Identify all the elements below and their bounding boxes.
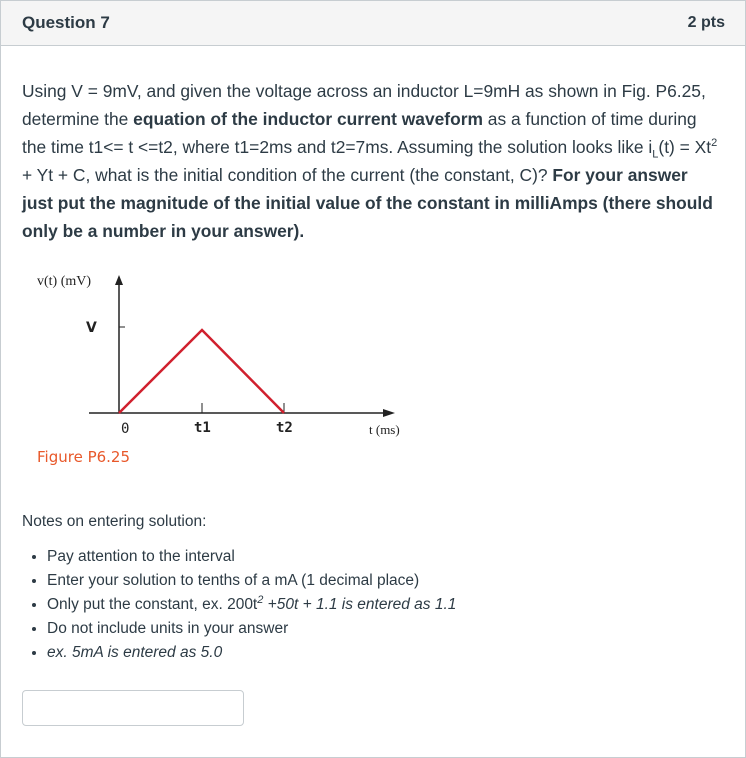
- notes-list: [22, 545, 456, 665]
- notes-heading: Notes on entering solution:: [22, 513, 207, 530]
- question-text: [22, 77, 722, 245]
- figure-caption: Figure P6.25: [37, 448, 131, 466]
- question-text-part: + Yt + C, what is the initial condition of the current (the constant, C)?: [22, 165, 553, 185]
- note-item: • Enter your solution to tenths of a mA (1 decimal place): [47, 569, 456, 593]
- question-text-part: as a function of time during the time t1<= t <=t2, where t1=2ms and t2=7ms. Assuming the solution looks like i: [22, 109, 697, 157]
- question-text-part: Using V = 9mV, and given the voltage across an inductor L=9mH as shown in Fig. P6.25, determine the: [22, 81, 706, 129]
- question-points: 2 pts: [687, 14, 725, 31]
- figure-p6-25: [31, 263, 431, 473]
- y-axis-label: v(t) (mV): [37, 274, 92, 289]
- note-exponent: 2: [257, 593, 264, 606]
- current-subscript: L: [652, 148, 659, 161]
- note-item: • Do not include units in your answer: [47, 617, 456, 641]
- note-item: [47, 641, 456, 665]
- x-axis-arrow: [383, 409, 395, 417]
- question-bold-instruction: For your answer just put the magnitude of the initial value of the constant in milliAmps (there should only be a number in your answer).: [22, 165, 713, 241]
- question-text-part: (t) = Xt: [658, 137, 712, 157]
- question-bold-phrase: equation of the inductor current waveform: [133, 109, 483, 129]
- answer-input[interactable]: [22, 690, 244, 726]
- x-axis-label: t (ms): [369, 422, 400, 437]
- note-text-italic: ex. 5mA is entered as 5.0: [47, 644, 223, 661]
- y-axis-arrow: [115, 275, 123, 285]
- tick-label-t2: t2: [276, 420, 293, 436]
- exponent: 2: [711, 137, 718, 150]
- triangle-waveform: [119, 330, 284, 413]
- v-label: V: [86, 320, 97, 336]
- tick-label-0: 0: [121, 421, 130, 437]
- note-item: [47, 593, 456, 617]
- question-title: Question 7: [22, 13, 110, 32]
- voltage-waveform-figure: [31, 263, 431, 473]
- note-text-italic: +50t + 1.1 is entered as 1.1: [263, 596, 457, 613]
- tick-label-t1: t1: [194, 420, 211, 436]
- note-item: • Pay attention to the interval: [47, 545, 456, 569]
- question-header: [1, 1, 745, 46]
- note-text: Only put the constant, ex. 200t: [47, 596, 258, 613]
